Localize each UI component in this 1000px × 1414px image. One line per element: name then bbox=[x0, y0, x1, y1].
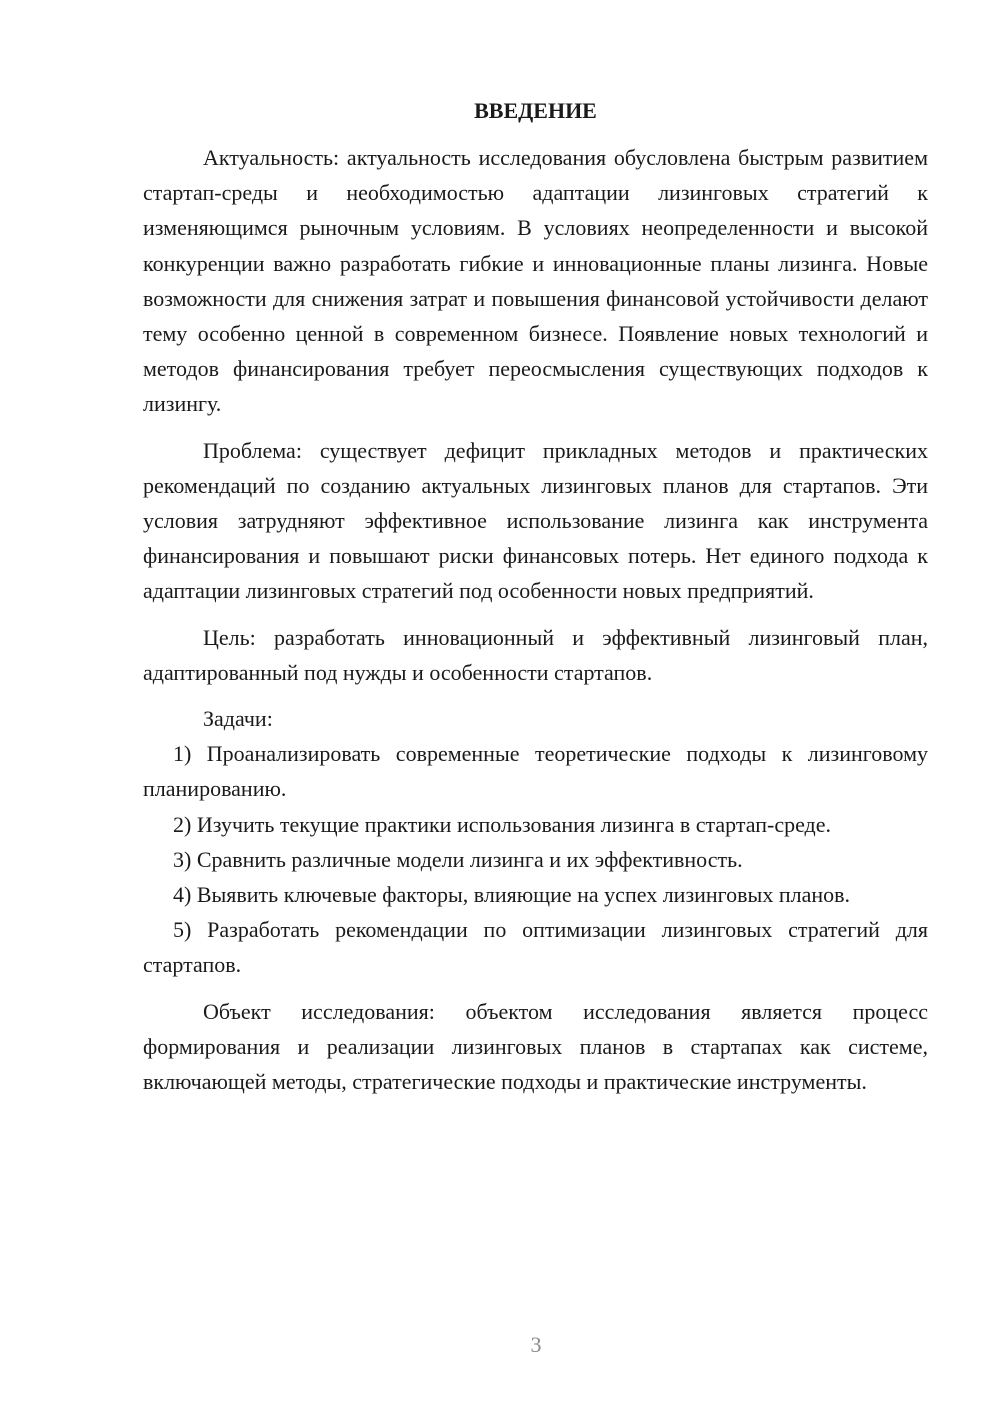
page-number: 3 bbox=[530, 1332, 542, 1357]
problem-paragraph: Проблема: существует дефицит прикладных методов и практических рекомендаций по созданию актуальных лизинговых планов для стартапов. Эти условия затрудняют эффективное использование лизинга как инструмента финансирования и повышают риски финансовых потерь. Нет единого подхода к адаптации лизинговых стратегий под особенности новых предприятий. bbox=[143, 437, 928, 604]
task-item: 2) Изучить текущие практики использования лизинга в стартап-среде. bbox=[173, 811, 832, 837]
task-item: 3) Сравнить различные модели лизинга и их эффективность. bbox=[173, 846, 743, 872]
task-item: 4) Выявить ключевые факторы, влияющие на успех лизинговых планов. bbox=[173, 882, 851, 908]
task-item: 5) Разработать рекомендации по оптимизации лизинговых стратегий для стартапов. bbox=[143, 917, 928, 978]
task-item: 1) Проанализировать современные теоретические подходы к лизинговому планированию. bbox=[143, 741, 928, 802]
section-title: ВВЕДЕНИЕ bbox=[474, 98, 597, 123]
document-page bbox=[143, 96, 928, 1099]
tasks-list bbox=[143, 736, 928, 982]
tasks-heading: Задачи: bbox=[203, 706, 273, 732]
goal-paragraph: Цель: разработать инновационный и эффективный лизинговый план, адаптированный под нужды и особенности стартапов. bbox=[143, 624, 928, 685]
object-paragraph: Объект исследования: объектом исследования является процесс формирования и реализации лизинговых планов в стартапах как системе, включающей методы, стратегические подходы и практические инструменты. bbox=[143, 998, 928, 1095]
relevance-paragraph: Актуальность: актуальность исследования обусловлена быстрым развитием стартап-среды и необходимостью адаптации лизинговых стратегий к изменяющимся рыночным условиям. В условиях неопределенности и высокой конкуренции важно разработать гибкие и инновационные планы лизинга. Новые возможности для снижения затрат и повышения финансовой устойчивости делают тему особенно ценной в современном бизнесе. Появление новых технологий и методов финансирования требует переосмысления существующих подходов к лизингу. bbox=[143, 145, 928, 417]
